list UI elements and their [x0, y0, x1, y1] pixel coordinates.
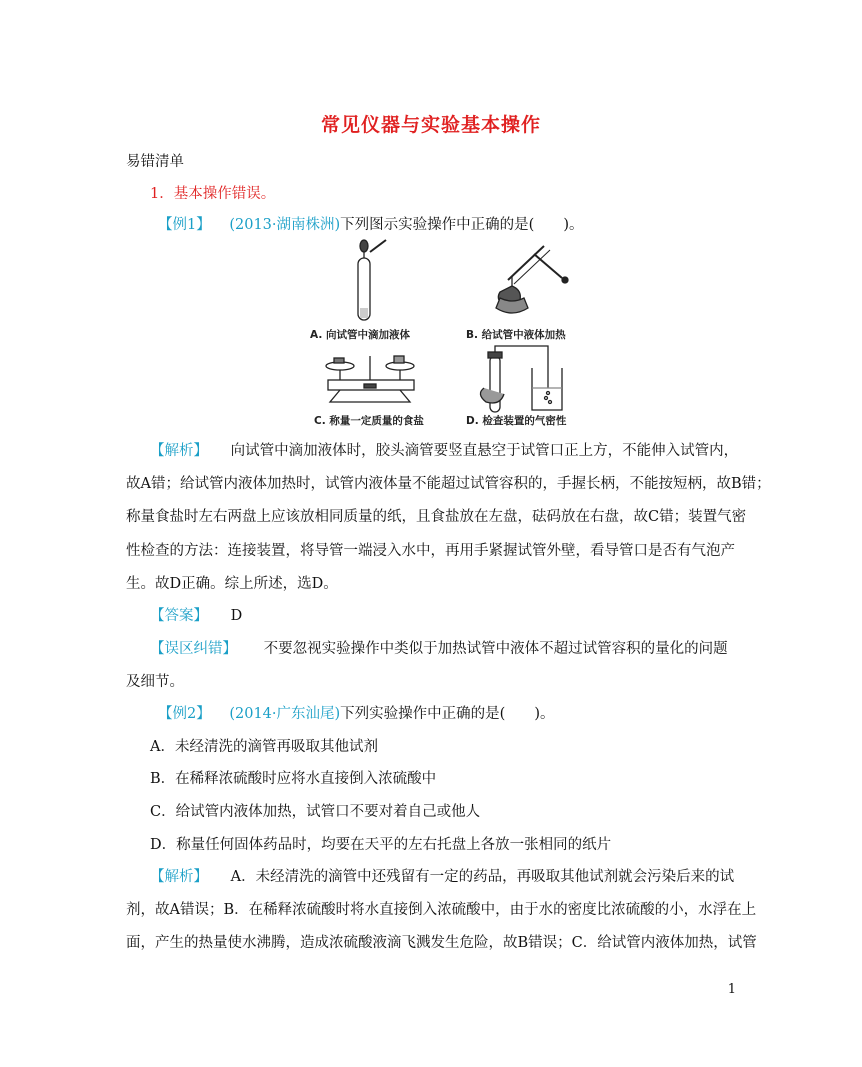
example1-answer-tag: 【答案】 [150, 608, 208, 624]
example1-source: (2013·湖南株洲) [229, 217, 341, 233]
example2-stem: 下列实验操作中正确的是( )。 [340, 706, 555, 722]
example1-mistake-line-2: 及细节。 [126, 674, 184, 690]
example2-option-c: C．给试管内液体加热，试管口不要对着自己或他人 [150, 804, 481, 820]
example2-tag: 【例2】 [158, 706, 211, 722]
apparatus-figure [300, 238, 600, 434]
example1-analysis-line-5: 生。故D正确。综上所述，选D。 [126, 576, 338, 592]
example2-analysis-line-2: 剂，故A错误；B．在稀释浓硫酸时将水直接倒入浓硫酸中，由于水的密度比浓硫酸的小，水浮在上 [126, 902, 757, 918]
example2-analysis-tag: 【解析】 [150, 869, 208, 885]
figure-b-heating-test-tube [496, 246, 568, 313]
example1-stem-line [158, 215, 583, 235]
example1-analysis-line-4: 性检查的方法：连接装置，将导管一端浸入水中，再用手紧握试管外壁，看导管口是否有气泡产 [126, 543, 735, 559]
figure-d-airtightness-check [480, 346, 562, 412]
figure-c-balance [326, 356, 414, 402]
example1-analysis-line-3: 称量食盐时左右两盘上应该放相同质量的纸，且食盐放在左盘，砝码放在右盘，故C错；装置气密 [126, 509, 747, 525]
caption-b: B. 给试管中液体加热 [466, 329, 566, 341]
caption-d: D. 检查装置的气密性 [466, 415, 567, 427]
example1-answer: D [230, 608, 243, 624]
example1-analysis-line-2: 故A错；给试管内液体加热时，试管内液体量不能超过试管容积的，手握长柄，不能按短柄，故B错； [126, 476, 771, 492]
example2-option-a: A．未经清洗的滴管再吸取其他试剂 [150, 739, 378, 755]
example2-analysis-line-3: 面，产生的热量使水沸腾，造成浓硫酸液滴飞溅发生危险，故B错误；C．给试管内液体加热，试管 [126, 935, 757, 951]
example2-option-b: B．在稀释浓硫酸时应将水直接倒入浓硫酸中 [150, 771, 437, 787]
caption-a: A. 向试管中滴加液体 [310, 329, 410, 341]
example1-stem: 下列图示实验操作中正确的是( )。 [340, 217, 584, 233]
example1-analysis-tag: 【解析】 [150, 443, 208, 459]
example2-analysis-line-1: 【解析】 A．未经清洗的滴管中还残留有一定的药品，再吸取其他试剂就会污染后来的试 [150, 869, 735, 885]
example2-source: (2014·广东汕尾) [229, 706, 341, 722]
example1-analysis-line-1: 【解析】 向试管中滴加液体时，胶头滴管要竖直悬空于试管口正上方，不能伸入试管内， [150, 443, 739, 459]
point-heading: 1．基本操作错误。 [150, 186, 276, 202]
example1-mistake-line-1: 【误区纠错】 不要忽视实验操作中类似于加热试管中液体不超过试管容积的量化的问题 [150, 641, 728, 657]
section-heading: 易错清单 [126, 154, 184, 170]
example1-answer-line [150, 606, 242, 626]
example1-tag: 【例1】 [158, 217, 211, 233]
example1-mistake-tag: 【误区纠错】 [150, 641, 237, 657]
example2-option-d: D．称量任何固体药品时，均要在天平的左右托盘上各放一张相同的纸片 [150, 837, 612, 853]
page-title: 常见仪器与实验基本操作 [320, 114, 541, 136]
caption-c: C. 称量一定质量的食盐 [314, 415, 424, 427]
page-number: 1 [727, 982, 736, 997]
figure-a-dropper-test-tube [358, 240, 386, 320]
example2-stem-line [158, 704, 555, 724]
